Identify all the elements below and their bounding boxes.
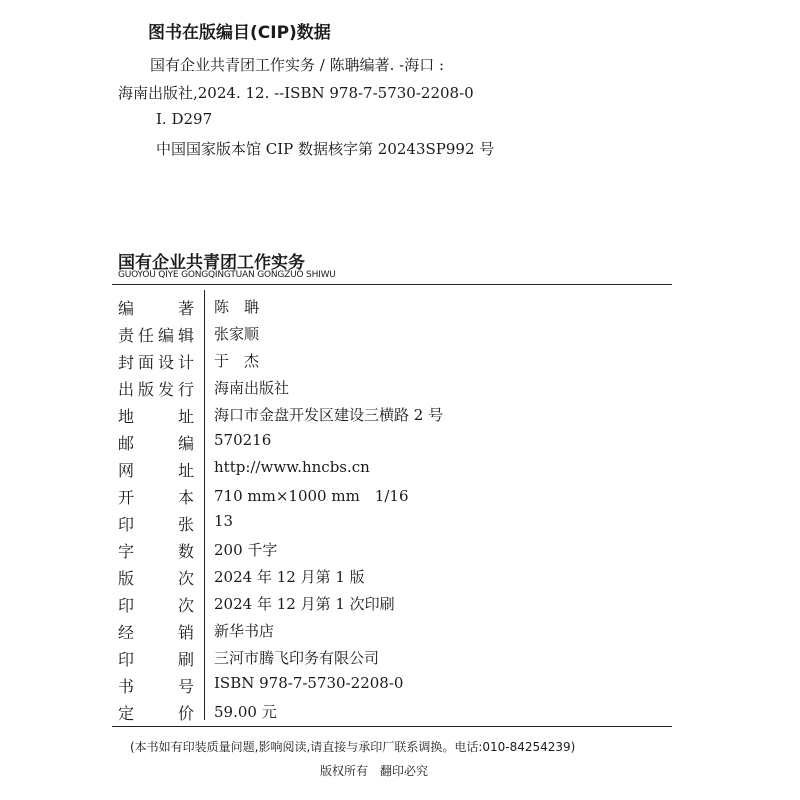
detail-label: 责 任 编 辑: [118, 326, 194, 345]
detail-value: 于 杰: [214, 352, 260, 370]
detail-row: [118, 539, 658, 565]
detail-label: 印 次: [118, 596, 194, 615]
detail-value: 2024 年 12 月第 1 次印刷: [214, 595, 395, 613]
detail-row: [118, 593, 658, 619]
detail-row: [118, 377, 658, 403]
detail-value: 710 mm×1000 mm 1/16: [214, 487, 409, 505]
detail-label: 邮 编: [118, 434, 194, 453]
detail-label: 字 数: [118, 542, 194, 561]
cip-heading: 图书在版编目(CIP)数据: [148, 23, 331, 43]
detail-row: [118, 701, 658, 727]
detail-row: [118, 323, 658, 349]
detail-value: 新华书店: [214, 622, 275, 640]
detail-value: 张家顺: [214, 325, 260, 343]
detail-value: ISBN 978-7-5730-2208-0: [214, 674, 404, 692]
bottom-rule: [112, 726, 672, 727]
detail-row: [118, 404, 658, 430]
cip-line-2: 海南出版社,2024. 12. --ISBN 978-7-5730-2208-0: [118, 84, 474, 102]
detail-value: 三河市腾飞印务有限公司: [214, 649, 380, 667]
cip-line-1: 国有企业共青团工作实务 / 陈聃编著. -海口 :: [150, 56, 445, 74]
cip-line-4: 中国国家版本馆 CIP 数据核字第 20243SP992 号: [156, 140, 495, 158]
detail-value: 海南出版社: [214, 379, 290, 397]
detail-row: [118, 674, 658, 700]
detail-label: 编 著: [118, 299, 194, 318]
detail-row: [118, 566, 658, 592]
top-rule: [112, 284, 672, 285]
detail-row: [118, 350, 658, 376]
copyright-notice: 版权所有 翻印必究: [320, 764, 429, 778]
detail-row: [118, 431, 658, 457]
detail-value: 海口市金盘开发区建设三横路 2 号: [214, 406, 444, 424]
detail-label: 版 次: [118, 569, 194, 588]
detail-row: [118, 296, 658, 322]
detail-label: 印 张: [118, 515, 194, 534]
detail-row: [118, 458, 658, 484]
detail-value: 陈 聃: [214, 298, 260, 316]
detail-value: 2024 年 12 月第 1 版: [214, 568, 365, 586]
book-pinyin: GUOYOU QIYE GONGQINGTUAN GONGZUO SHIWU: [118, 270, 336, 280]
detail-label: 开 本: [118, 488, 194, 507]
book-title: 国有企业共青团工作实务: [118, 253, 305, 273]
detail-label: 印 刷: [118, 650, 194, 669]
detail-label: 封 面 设 计: [118, 353, 194, 372]
detail-label: 地 址: [118, 407, 194, 426]
detail-row: [118, 485, 658, 511]
detail-row: [118, 620, 658, 646]
footer-note: (本书如有印装质量问题,影响阅读,请直接与承印厂联系调换。电话:010-84254239): [130, 740, 576, 754]
detail-value: 59.00 元: [214, 703, 277, 721]
detail-value: http://www.hncbs.cn: [214, 458, 370, 476]
detail-value: 200 千字: [214, 541, 278, 559]
detail-label: 定 价: [118, 704, 194, 723]
detail-label: 书 号: [118, 677, 194, 696]
cip-line-3: Ⅰ. D297: [156, 110, 213, 128]
detail-value: 570216: [214, 431, 272, 449]
detail-row: [118, 647, 658, 673]
detail-label: 网 址: [118, 461, 194, 480]
detail-value: 13: [214, 512, 234, 530]
detail-label: 出 版 发 行: [118, 380, 194, 399]
detail-label: 经 销: [118, 623, 194, 642]
detail-row: [118, 512, 658, 538]
